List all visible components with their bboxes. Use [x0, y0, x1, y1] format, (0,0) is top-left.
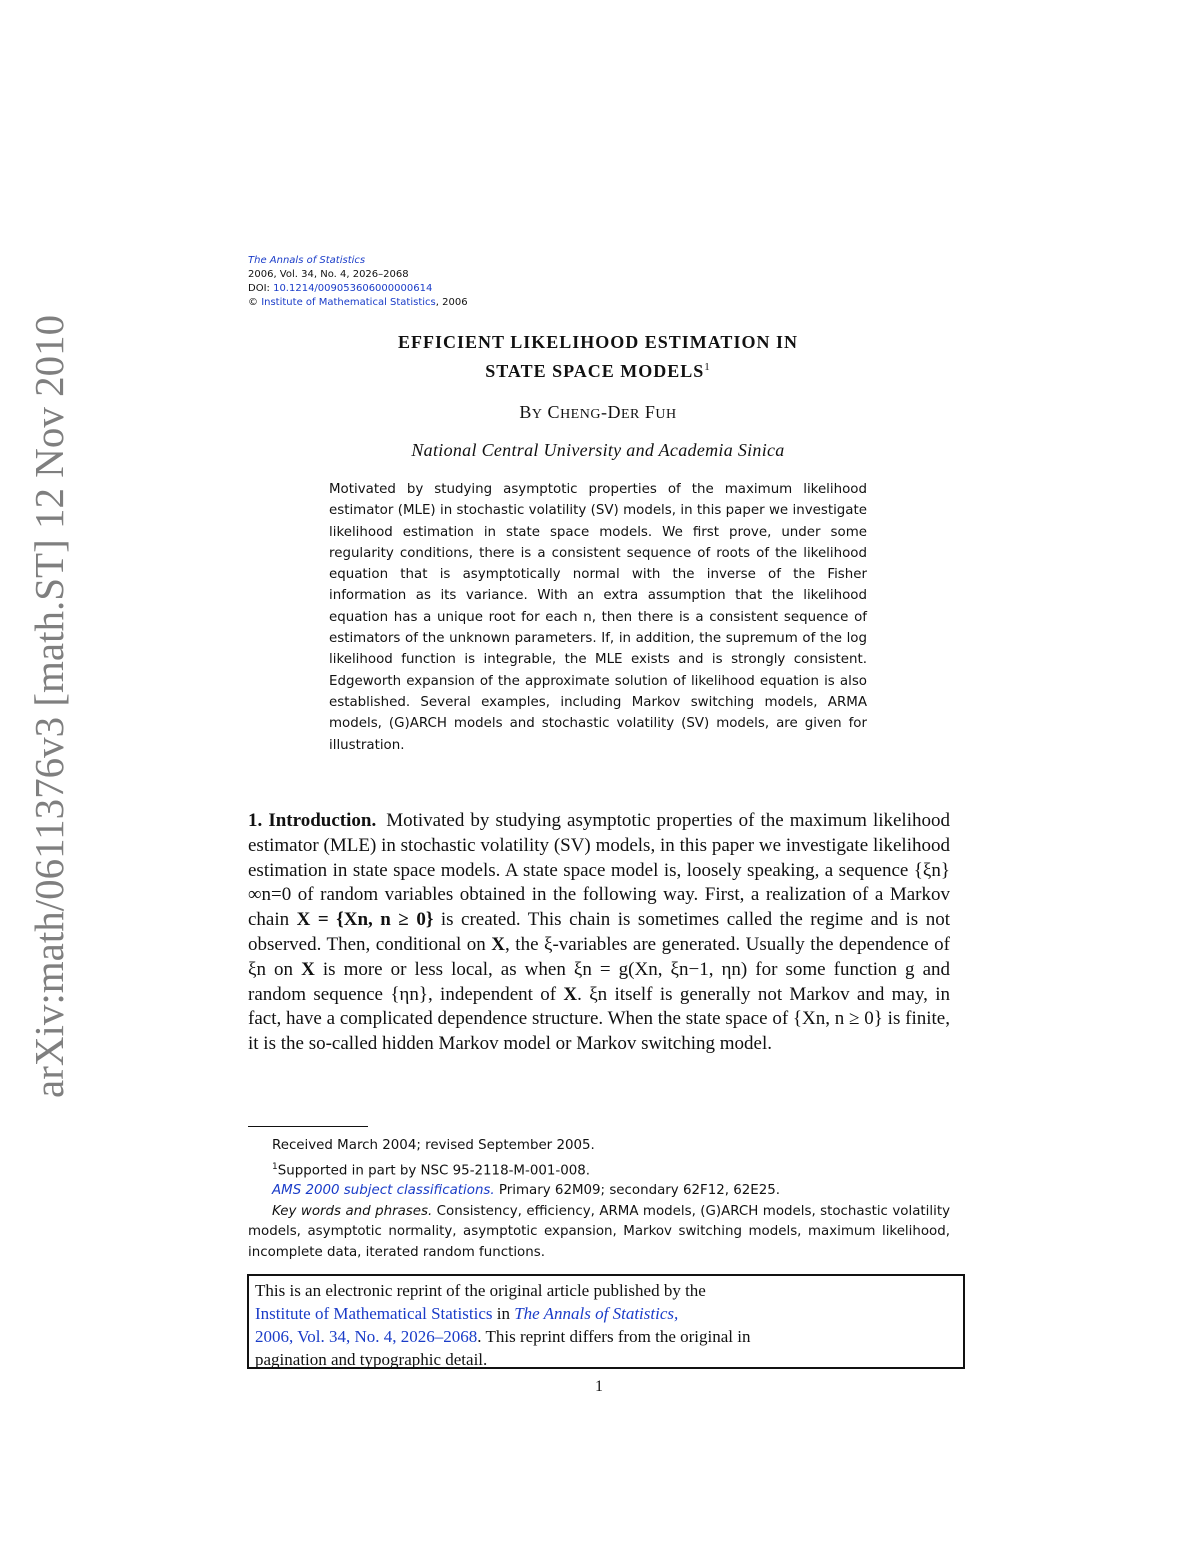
abstract: Motivated by studying asymptotic properties of the maximum likelihood estimator (MLE) in stochastic volatility (SV) models, in this paper we investigate likelihood estimation in state space models. We first prove, under some regularity conditions, there is a consistent sequence of roots of the likelihood equation that is asymptotically normal with the inverse of the Fisher information as its variance. With an extra assumption that the likelihood equation has a unique root for each n, then there is a consistent sequence of estimators of the unknown parameters. If, in addition, the supremum of the log likelihood function is integrable, the MLE exists and is strongly consistent. Edgeworth expansion of the approximate solution of likelihood equation is also established. Several examples, including Markov switching models, ARMA models, (G)ARCH models and stochastic volatility (SV) models, are given for illustration. [329, 482, 867, 753]
reprint-journal-link[interactable]: The Annals of Statistics, [514, 1304, 679, 1323]
reprint-citation-link[interactable]: 2006, Vol. 34, No. 4, 2026–2068 [255, 1327, 478, 1346]
copyright-year: , 2006 [435, 297, 468, 308]
ams-classification-link[interactable]: AMS 2000 subject classifications. [272, 1183, 495, 1199]
doi-link[interactable]: 10.1214/009053606000000614 [273, 283, 433, 294]
paper-title [248, 330, 948, 384]
sequence-notation: {ξn}∞n=0 [248, 859, 950, 906]
section-heading: 1. Introduction. [248, 810, 377, 831]
support-note: $^1$Supported in part by NSC 95-2118-M-001-008. [272, 1161, 591, 1178]
doi-label: DOI: [248, 283, 270, 294]
journal-name-link[interactable]: The Annals of Statistics [248, 255, 366, 266]
title-line-2: STATE SPACE MODELS$^1$ [485, 361, 711, 381]
arxiv-side-stamp: arXiv:math/0611376v3 [math.ST] 12 Nov 2010 [26, 314, 72, 1098]
footnotes [248, 1136, 950, 1263]
copyright-line [248, 296, 468, 310]
chain-notation: X = {Xn, n ≥ 0} [296, 909, 434, 931]
copyright-symbol: © [248, 297, 258, 308]
doi-line [248, 282, 468, 296]
received-note: Received March 2004; revised September 2005. [272, 1138, 595, 1153]
publisher-link[interactable]: Institute of Mathematical Statistics [261, 297, 436, 308]
reprint-notice: This is an electronic reprint of the original article published by the Institute of Mathematical Statistics in The Annals of Statistics, 2006, Vol. 34, No. 4, 2026–2068. This reprint differs from the original in pagination and typographic detail. [247, 1274, 965, 1369]
affiliation: National Central University and Academia Sinica [411, 440, 785, 460]
introduction-paragraph: 1. Introduction. Motivated by studying asymptotic properties of the maximum likelihood estimator (MLE) in stochastic volatility (SV) models, in this paper we investigate likelihood estimation in state space models. A state space model is, loosely speaking, a sequence {ξn}∞n=0 of random variables obtained in the following way. First, a realization of a Markov chain X = {Xn, n ≥ 0} is created. This chain is sometimes called the regime and is not observed. Then, conditional on X, the ξ-variables are generated. Usually the dependence of ξn on X is more or less local, as when ξn = g(Xn, ξn−1, ηn) for some function g and random sequence {ηn}, independent of X. ξn itself is generally not Markov and may, in fact, have a complicated dependence structure. When the state space of {Xn, n ≥ 0} is finite, it is the so-called hidden Markov model or Markov switching model. [248, 810, 951, 1055]
footnote-rule [248, 1126, 368, 1127]
title-line-1: EFFICIENT LIKELIHOOD ESTIMATION IN [398, 332, 798, 352]
ams-note: AMS 2000 subject classifications. Primary 62M09; secondary 62F12, 62E25. [272, 1183, 781, 1199]
page-number: 1 [595, 1378, 603, 1395]
keywords-note: Key words and phrases. Consistency, efficiency, ARMA models, (G)ARCH models, stochastic volatility models, asymptotic normality, asymptotic expansion, Markov switching models, maximum likelihood, incomplete data, iterated random functions. [248, 1203, 950, 1260]
title-footnote-mark: 1 [704, 361, 711, 373]
reprint-publisher-link[interactable]: Institute of Mathematical Statistics [255, 1304, 493, 1323]
journal-info [248, 254, 468, 310]
author-line: BY CHENG-DER FUH [519, 402, 677, 422]
volume-line: 2006, Vol. 34, No. 4, 2026–2068 [248, 269, 409, 280]
